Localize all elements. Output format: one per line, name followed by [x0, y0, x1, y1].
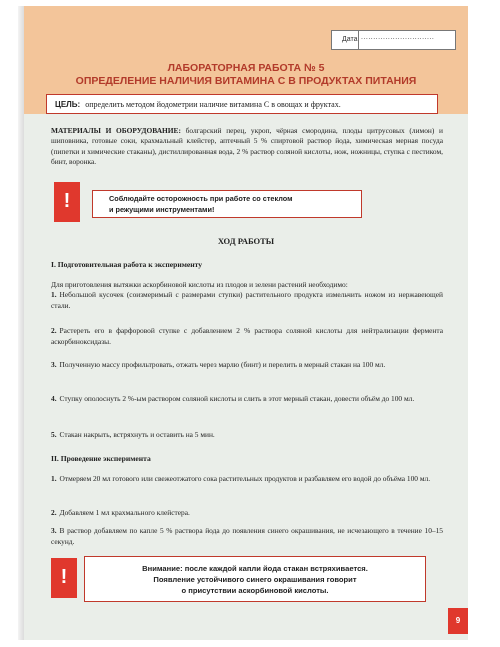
warning-line-1: Соблюдайте осторожность при работе со стеклом: [109, 194, 293, 203]
step-number: 5.: [51, 430, 57, 439]
goal-text: определить методом йодометрии наличие витамина С в овощах и фруктах.: [85, 100, 341, 109]
step-number: 4.: [51, 394, 57, 403]
materials-paragraph: [51, 126, 443, 168]
goal-box: [46, 94, 438, 114]
warning-line-2: и режущими инструментами!: [109, 204, 215, 214]
prep-step-5: [51, 430, 443, 441]
prep-step-2: [51, 326, 443, 348]
exclamation-icon: !: [51, 558, 77, 598]
section-2-title: II. Проведение эксперимента: [51, 454, 151, 463]
step-number: 3.: [51, 360, 57, 369]
exp-step-1: [51, 474, 443, 485]
date-label: Дата: [342, 36, 358, 43]
workbook-page: [24, 6, 468, 640]
goal-label: ЦЕЛЬ:: [55, 100, 81, 109]
exp-step-3: [51, 526, 443, 548]
step-text: Полученную массу профильтровать, отжать через марлю (бинт) и перелить в мерный стакан на 100 мл.: [59, 360, 386, 369]
step-text: Растереть его в фарфоровой ступке с добавлением 2 % раствора соляной кислоты для нейтрализации фермента аскорбиноксидазы.: [51, 326, 443, 346]
step-number: 1.: [51, 474, 57, 483]
step-text: Ступку ополоснуть 2 %-ым раствором соляной кислоты и слить в этот мерный стакан, довести объём до 100 мл.: [59, 394, 415, 403]
materials-label: МАТЕРИАЛЫ И ОБОРУДОВАНИЕ:: [51, 126, 181, 135]
step-text: Добавляем 1 мл крахмального клейстера.: [59, 508, 190, 517]
note-line-1: Внимание: после каждой капли йода стакан встряхивается.: [142, 564, 368, 573]
section-1-title: I. Подготовительная работа к эксперименту: [51, 260, 203, 269]
safety-warning-box: [92, 190, 362, 218]
course-title: ХОД РАБОТЫ: [217, 236, 275, 246]
lab-number: ЛАБОРАТОРНАЯ РАБОТА № 5: [167, 62, 325, 74]
prep-step-4: [51, 394, 443, 405]
exclamation-icon: !: [54, 182, 80, 222]
step-text: Стакан накрыть, встряхнуть и оставить на 5 мин.: [59, 430, 215, 439]
note-line-2: Появление устойчивого синего окрашивания говорит: [153, 575, 357, 584]
step-text: Отмеряем 20 мл готового или свежеотжатого сока растительных продуктов и разбавляем его водой до объёма 100 мл.: [59, 474, 431, 483]
attention-note-box: [84, 556, 426, 602]
step-number: 2.: [51, 508, 57, 517]
materials-text: болгарский перец, укроп, чёрная смородина, плоды цитрусовых (лимон) и шиповника, готовые соки, крахмальный клейстер, аптечный 5 % спиртовой раствор йода, химическая мерная посуда (пипетки и химические стаканы), дистиллированная вода, 2 % раствор соляной кислоты, нож, ножницы, ступка с пестиком, бинт, воронка.: [51, 126, 443, 167]
step-text: В раствор добавляем по капле 5 % раствора йода до появления синего окрашивания, не исчезающего в течение 10–15 секунд.: [51, 526, 443, 546]
date-placeholder: ..............................: [361, 34, 435, 41]
step-number: 2.: [51, 326, 57, 335]
exp-step-2: [51, 508, 443, 519]
note-line-3: о присутствии аскорбиновой кислоты.: [181, 586, 329, 595]
lab-title: ОПРЕДЕЛЕНИЕ НАЛИЧИЯ ВИТАМИНА С В ПРОДУКТАХ ПИТАНИЯ: [75, 75, 417, 87]
step-text: Небольшой кусочек (соизмеримый с размерами ступки) растительного продукта измельчить ножом из нержавеющей стали.: [51, 290, 443, 310]
section-1-intro: Для приготовления вытяжки аскорбиновой кислоты из плодов и зелени растений необходимо:: [51, 280, 348, 289]
step-number: 3.: [51, 526, 57, 535]
step-number: 1.: [51, 290, 57, 299]
page-number: 9: [448, 608, 468, 634]
prep-step-3: [51, 360, 443, 371]
prep-step-1: [51, 290, 443, 312]
date-divider: [358, 31, 359, 49]
date-field[interactable]: [331, 30, 456, 50]
